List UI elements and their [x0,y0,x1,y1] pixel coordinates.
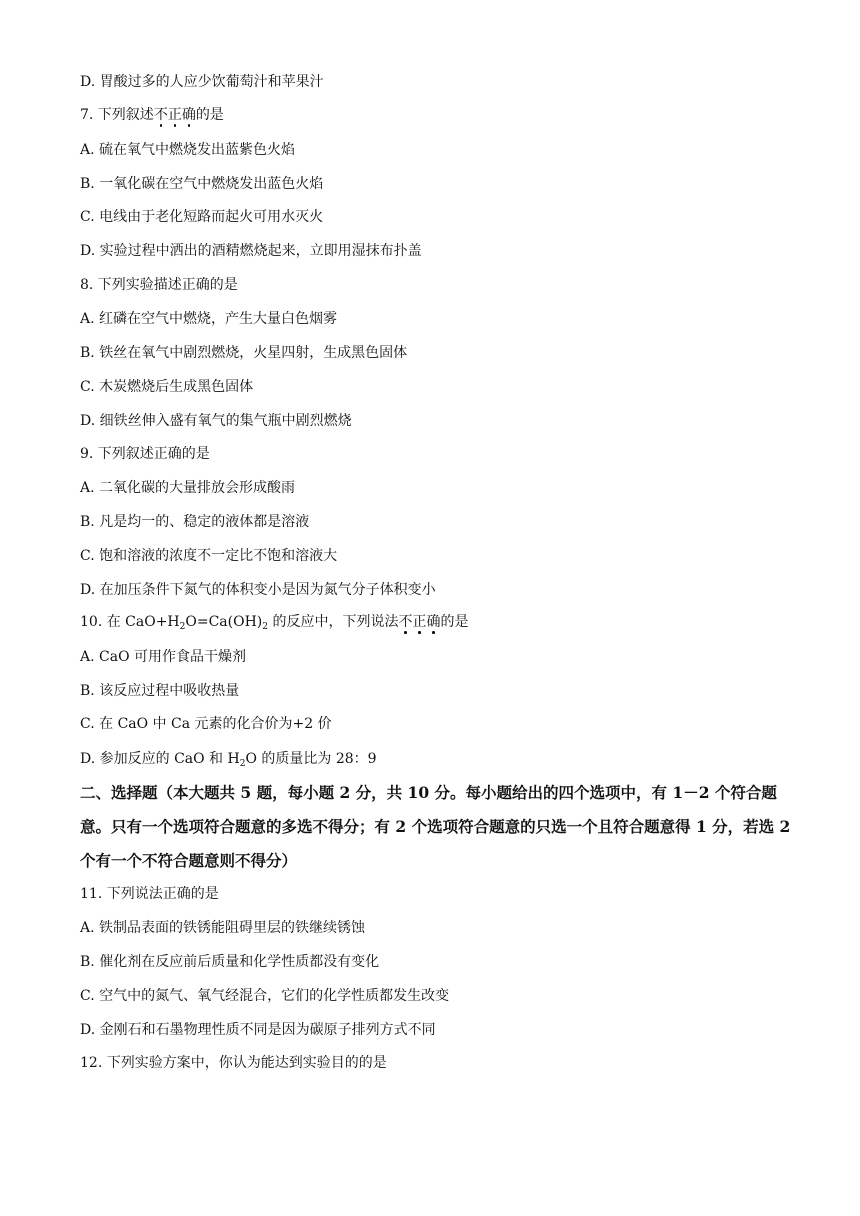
q6-option-d: D. 胃酸过多的人应少饮葡萄汁和苹果汁 [80,74,324,90]
q8-option-a: A. 红磷在空气中燃烧，产生大量白色烟雾 [80,311,338,327]
q7-option-a: A. 硫在氧气中燃烧发出蓝紫色火焰 [80,142,296,158]
q7-stem-prefix: 7. 下列叙述 [80,107,154,123]
q10-option-b: B. 该反应过程中吸收热量 [80,683,240,699]
q10-emphasis-char: 正 [412,614,427,630]
q10-option-a: A. CaO 可用作食品干燥剂 [80,649,246,665]
q10-option-c: C. 在 CaO 中 Ca 元素的化合价为+2 价 [80,716,332,732]
q7-emphasis-char: 不 [153,107,168,123]
q7-stem [80,105,224,125]
q9-stem: 9. 下列叙述正确的是 [80,446,210,462]
q8-option-d: D. 细铁丝伸入盛有氧气的集气瓶中剧烈燃烧 [80,413,352,429]
subscript: 2 [179,622,186,632]
q8-option-c: C. 木炭燃烧后生成黑色固体 [80,379,254,395]
q7-emphasis-char: 确 [181,107,196,123]
q7-option-b: B. 一氧化碳在空气中燃烧发出蓝色火焰 [80,176,324,192]
q10-option-d-part: O 的质量比为 28：9 [245,751,377,767]
q9-option-b: B. 凡是均一的、稳定的液体都是溶液 [80,514,310,530]
q8-option-b: B. 铁丝在氧气中剧烈燃烧，火星四射，生成黑色固体 [80,345,408,361]
q11-option-d: D. 金刚石和石墨物理性质不同是因为碳原子排列方式不同 [80,1022,436,1038]
q8-stem: 8. 下列实验描述正确的是 [80,277,238,293]
q7-option-c: C. 电线由于老化短路而起火可用水灭火 [80,209,324,225]
q10-option-d [80,749,377,769]
q10-stem [80,612,468,632]
q11-option-a: A. 铁制品表面的铁锈能阻碍里层的铁继续锈蚀 [80,920,366,936]
q9-option-d: D. 在加压条件下氮气的体积变小是因为氮气分子体积变小 [80,582,436,598]
q10-emphasis-char: 不 [398,614,413,630]
q9-option-c: C. 饱和溶液的浓度不一定比不饱和溶液大 [80,548,338,564]
q7-option-d: D. 实验过程中洒出的酒精燃烧起来，立即用湿抹布扑盖 [80,243,422,259]
q12-stem: 12. 下列实验方案中，你认为能达到实验目的的是 [80,1055,387,1071]
q11-stem: 11. 下列说法正确的是 [80,886,219,902]
q10-stem-part: 的反应中，下列说法 [268,614,399,630]
section-2-heading: 二、选择题（本大题共 5 题，每小题 2 分，共 10 分。每小题给出的四个选项中，有 1－2 个符合题意。只有一个选项符合题意的多选不得分；有 2 个选项符合题意的只选一个且符合题意得 1 分，若选 2 个有一个不符合题意则不得分） [80,783,791,870]
q10-stem-suffix: 的是 [440,614,469,630]
subscript: 2 [239,759,246,769]
q10-emphasis-char: 确 [426,614,441,630]
q7-emphasis-char: 正 [167,107,182,123]
q9-option-a: A. 二氧化碳的大量排放会形成酸雨 [80,480,296,496]
subscript: 2 [262,622,268,632]
q7-stem-suffix: 的是 [195,107,224,123]
q10-stem-part: O=Ca(OH) [185,614,263,630]
q10-option-d-part: D. 参加反应的 CaO 和 H [80,751,240,767]
q10-stem-part: 10. 在 CaO+H [80,614,180,630]
q11-option-c: C. 空气中的氮气、氧气经混合，它们的化学性质都发生改变 [80,988,450,1004]
q11-option-b: B. 催化剂在反应前后质量和化学性质都没有变化 [80,954,380,970]
